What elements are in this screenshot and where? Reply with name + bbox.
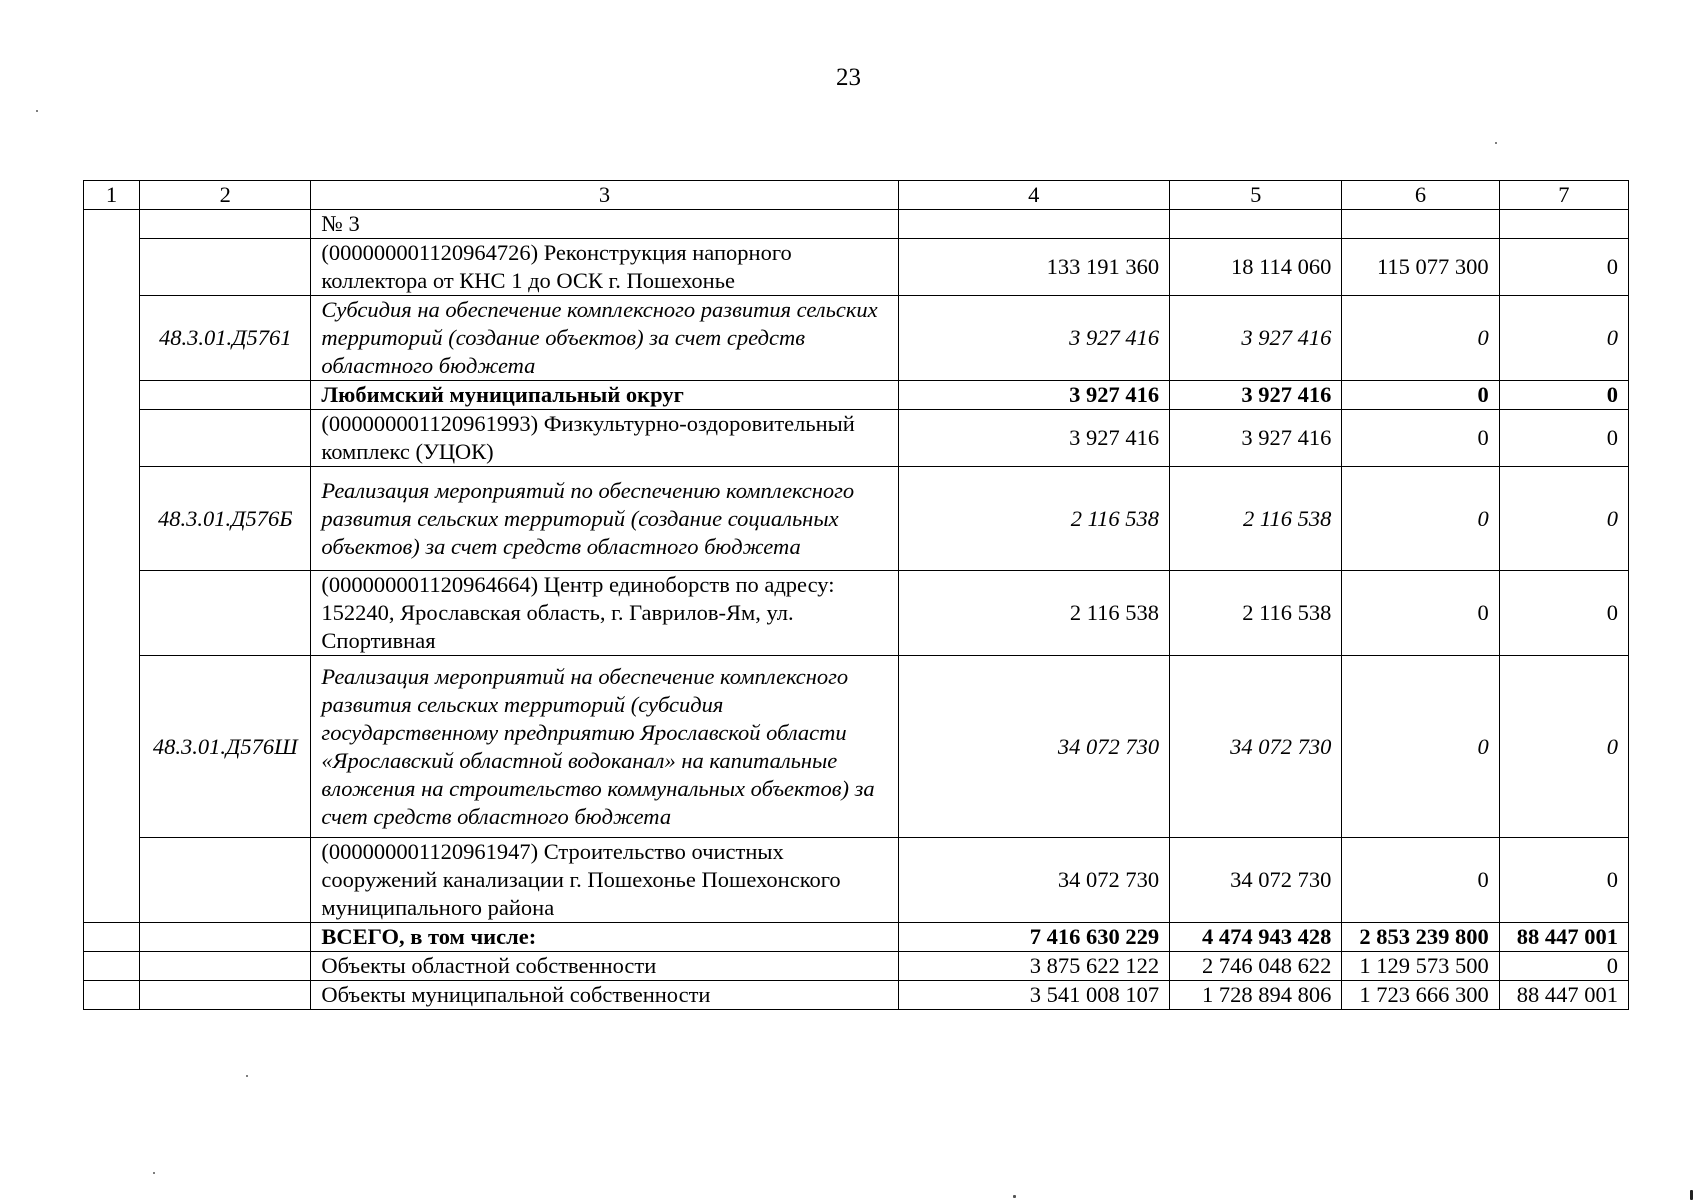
column-header: 7 — [1499, 181, 1628, 210]
name-cell: Субсидия на обеспечение комплексного развития сельских территорий (создание объектов) за счет средств областного бюджета — [311, 296, 898, 381]
totals-row — [84, 952, 1629, 981]
value-col4-cell — [898, 210, 1170, 239]
value-col7-cell: 0 — [1499, 838, 1628, 923]
totals-row — [84, 981, 1629, 1010]
column-header: 5 — [1170, 181, 1342, 210]
value-col4-cell: 133 191 360 — [898, 239, 1170, 296]
row-index-cell — [84, 838, 140, 923]
value-col7-cell: 88 447 001 — [1499, 923, 1628, 952]
name-cell: ВСЕГО, в том числе: — [311, 923, 898, 952]
table-row — [84, 239, 1629, 296]
value-col4-cell: 3 875 622 122 — [898, 952, 1170, 981]
scan-speck — [36, 110, 38, 112]
row-index-cell — [84, 210, 140, 239]
code-cell — [140, 923, 311, 952]
table-row — [84, 656, 1629, 838]
name-cell: № 3 — [311, 210, 898, 239]
value-col5-cell: 18 114 060 — [1170, 239, 1342, 296]
column-header: 2 — [140, 181, 311, 210]
value-col4-cell: 2 116 538 — [898, 467, 1170, 571]
totals-body — [84, 923, 1629, 1010]
row-index-cell — [84, 296, 140, 381]
value-col6-cell: 0 — [1342, 381, 1499, 410]
table-row — [84, 571, 1629, 656]
value-col6-cell: 1 723 666 300 — [1342, 981, 1499, 1010]
row-index-cell — [84, 239, 140, 296]
value-col4-cell: 3 927 416 — [898, 296, 1170, 381]
name-cell: Реализация мероприятий по обеспечению комплексного развития сельских территорий (создание социальных объектов) за счет средств областного бюджета — [311, 467, 898, 571]
row-index-cell — [84, 981, 140, 1010]
name-cell: Любимский муниципальный округ — [311, 381, 898, 410]
scan-speck — [1690, 1190, 1693, 1200]
value-col7-cell: 0 — [1499, 381, 1628, 410]
code-cell — [140, 571, 311, 656]
column-header: 3 — [311, 181, 898, 210]
name-cell: (000000001120961993) Физкультурно-оздоровительный комплекс (УЦОК) — [311, 410, 898, 467]
totals-row — [84, 923, 1629, 952]
row-index-cell — [84, 952, 140, 981]
value-col6-cell: 1 129 573 500 — [1342, 952, 1499, 981]
value-col5-cell: 34 072 730 — [1170, 656, 1342, 838]
value-col7-cell: 0 — [1499, 571, 1628, 656]
table-row — [84, 838, 1629, 923]
value-col6-cell: 0 — [1342, 410, 1499, 467]
value-col6-cell: 0 — [1342, 571, 1499, 656]
value-col5-cell: 3 927 416 — [1170, 296, 1342, 381]
code-cell — [140, 239, 311, 296]
value-col6-cell — [1342, 210, 1499, 239]
code-cell — [140, 952, 311, 981]
value-col7-cell: 0 — [1499, 239, 1628, 296]
value-col5-cell: 2 116 538 — [1170, 571, 1342, 656]
table-row — [84, 381, 1629, 410]
value-col5-cell: 2 116 538 — [1170, 467, 1342, 571]
value-col7-cell — [1499, 210, 1628, 239]
value-col4-cell: 34 072 730 — [898, 838, 1170, 923]
value-col6-cell: 0 — [1342, 467, 1499, 571]
code-cell — [140, 381, 311, 410]
value-col4-cell: 34 072 730 — [898, 656, 1170, 838]
value-col6-cell: 0 — [1342, 838, 1499, 923]
table-row — [84, 467, 1629, 571]
value-col5-cell: 4 474 943 428 — [1170, 923, 1342, 952]
value-col4-cell: 7 416 630 229 — [898, 923, 1170, 952]
code-cell: 48.3.01.Д576Ш — [140, 656, 311, 838]
name-cell: Объекты областной собственности — [311, 952, 898, 981]
row-index-cell — [84, 571, 140, 656]
name-cell: (000000001120961947) Строительство очистных сооружений канализации г. Пошехонье Пошехонского муниципального района — [311, 838, 898, 923]
value-col6-cell: 115 077 300 — [1342, 239, 1499, 296]
name-cell: Объекты муниципальной собственности — [311, 981, 898, 1010]
value-col7-cell: 0 — [1499, 952, 1628, 981]
table-header-row — [84, 181, 1629, 210]
value-col4-cell: 3 541 008 107 — [898, 981, 1170, 1010]
row-index-cell — [84, 410, 140, 467]
value-col7-cell: 88 447 001 — [1499, 981, 1628, 1010]
code-cell — [140, 981, 311, 1010]
row-index-cell — [84, 381, 140, 410]
row-index-cell — [84, 923, 140, 952]
value-col6-cell: 2 853 239 800 — [1342, 923, 1499, 952]
budget-table — [83, 180, 1629, 1010]
value-col5-cell: 2 746 048 622 — [1170, 952, 1342, 981]
value-col5-cell: 3 927 416 — [1170, 410, 1342, 467]
code-cell: 48.3.01.Д5761 — [140, 296, 311, 381]
value-col7-cell: 0 — [1499, 467, 1628, 571]
value-col7-cell: 0 — [1499, 410, 1628, 467]
scan-speck — [1495, 142, 1497, 144]
value-col4-cell: 3 927 416 — [898, 410, 1170, 467]
table-row — [84, 210, 1629, 239]
value-col7-cell: 0 — [1499, 296, 1628, 381]
row-index-cell — [84, 467, 140, 571]
name-cell: (000000001120964664) Центр единоборств по адресу: 152240, Ярославская область, г. Гаврилов-Ям, ул. Спортивная — [311, 571, 898, 656]
value-col6-cell: 0 — [1342, 296, 1499, 381]
scan-speck — [153, 1172, 155, 1174]
column-header: 1 — [84, 181, 140, 210]
scan-speck — [246, 1075, 248, 1077]
name-cell: Реализация мероприятий на обеспечение комплексного развития сельских территорий (субсидия государственному предприятию Ярославской области «Ярославский областной водоканал» на капитальные вложения на строительство коммунальных объектов) за счет средств областного бюджета — [311, 656, 898, 838]
code-cell — [140, 838, 311, 923]
value-col6-cell: 0 — [1342, 656, 1499, 838]
code-cell — [140, 210, 311, 239]
value-col5-cell: 34 072 730 — [1170, 838, 1342, 923]
code-cell: 48.3.01.Д576Б — [140, 467, 311, 571]
column-header: 6 — [1342, 181, 1499, 210]
value-col7-cell: 0 — [1499, 656, 1628, 838]
value-col5-cell: 3 927 416 — [1170, 381, 1342, 410]
code-cell — [140, 410, 311, 467]
value-col5-cell — [1170, 210, 1342, 239]
value-col5-cell: 1 728 894 806 — [1170, 981, 1342, 1010]
scan-speck — [1013, 1195, 1016, 1198]
value-col4-cell: 2 116 538 — [898, 571, 1170, 656]
table-row — [84, 296, 1629, 381]
table-body — [84, 210, 1629, 923]
row-index-cell — [84, 656, 140, 838]
value-col4-cell: 3 927 416 — [898, 381, 1170, 410]
column-header: 4 — [898, 181, 1170, 210]
name-cell: (000000001120964726) Реконструкция напорного коллектора от КНС 1 до ОСК г. Пошехонье — [311, 239, 898, 296]
table-row — [84, 410, 1629, 467]
page-number: 23 — [836, 64, 861, 91]
